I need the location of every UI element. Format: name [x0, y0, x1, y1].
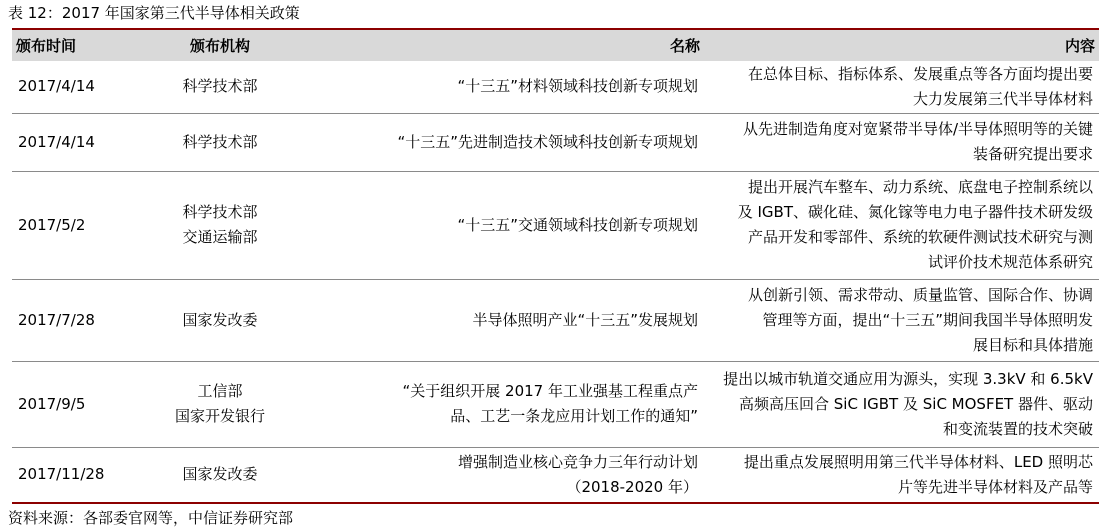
cell-name: [312, 113, 704, 171]
name-line: 半导体照明产业“十三五”发展规划: [472, 310, 698, 329]
header-date: 颁布时间: [12, 29, 128, 61]
table-row: [12, 113, 1099, 171]
cell-desc: [704, 61, 1099, 113]
cell-name: [312, 171, 704, 279]
name-line: “十三五”材料领域科技创新专项规划: [457, 77, 698, 96]
desc-line: 试评价技术规范体系研究: [927, 253, 1093, 271]
org-line: 国家开发银行: [174, 407, 265, 425]
desc-line: 和变流装置的技术突破: [942, 419, 1093, 438]
cell-name: [312, 361, 704, 447]
table-caption: 表 12：2017 年国家第三代半导体相关政策: [8, 4, 300, 22]
desc-line: 提出重点发展照明用第三代半导体材料、LED 照明芯: [743, 452, 1093, 471]
cell-org: [128, 61, 312, 113]
cell-date: 2017/9/5: [12, 361, 128, 447]
cell-org: [128, 113, 312, 171]
cell-name: [312, 61, 704, 113]
desc-line: 提出以城市轨道交通应用为源头，实现 3.3kV 和 6.5kV: [723, 369, 1093, 388]
org-line: 工信部: [197, 382, 243, 400]
desc-line: 大力发展第三代半导体材料: [912, 89, 1093, 108]
source-note: 资料来源：各部委官网等，中信证券研究部: [8, 509, 294, 527]
org-line: 科学技术部: [182, 77, 258, 96]
desc-line: 及 IGBT、碳化硅、氮化镓等电力电子器件技术研发级: [737, 203, 1093, 221]
cell-desc: [704, 447, 1099, 503]
cell-org: [128, 361, 312, 447]
cell-date: 2017/7/28: [12, 279, 128, 361]
org-line: 国家发改委: [182, 310, 258, 329]
cell-org: [128, 447, 312, 503]
desc-line: 装备研究提出要求: [972, 145, 1093, 163]
cell-date: 2017/5/2: [12, 171, 128, 279]
name-line: “关于组织开展 2017 年工业强基工程重点产: [402, 382, 698, 400]
cell-desc: [704, 361, 1099, 447]
desc-line: 管理等方面，提出“十三五”期间我国半导体照明发: [762, 310, 1093, 329]
cell-desc: [704, 171, 1099, 279]
cell-name: [312, 279, 704, 361]
name-line: （2018-2020 年）: [566, 477, 698, 496]
cell-date: 2017/11/28: [12, 447, 128, 503]
name-line: “十三五”先进制造技术领域科技创新专项规划: [397, 132, 698, 151]
desc-line: 展目标和具体措施: [972, 335, 1093, 354]
org-line: 科学技术部: [182, 203, 258, 221]
cell-desc: [704, 113, 1099, 171]
desc-line: 在总体目标、指标体系、发展重点等各方面均提出要: [747, 64, 1093, 83]
desc-line: 从先进制造角度对宽紧带半导体/半导体照明等的关键: [742, 120, 1093, 138]
cell-date: 2017/4/14: [12, 113, 128, 171]
desc-line: 从创新引领、需求带动、质量监管、国际合作、协调: [747, 285, 1093, 304]
table-row: [12, 447, 1099, 503]
org-line: 科学技术部: [182, 132, 258, 151]
header-org: 颁布机构: [128, 29, 312, 61]
table-row: [12, 61, 1099, 113]
desc-line: 产品开发和零部件、系统的软硬件测试技术研究与测: [747, 228, 1093, 246]
desc-line: 提出开展汽车整车、动力系统、底盘电子控制系统以: [747, 178, 1093, 196]
policy-table: [12, 28, 1099, 504]
name-line: 品、工艺一条龙应用计划工作的通知”: [450, 407, 698, 425]
table-row: [12, 279, 1099, 361]
header-desc: 内容: [704, 29, 1099, 61]
cell-name: [312, 447, 704, 503]
desc-line: 片等先进半导体材料及产品等: [897, 477, 1093, 496]
org-line: 国家发改委: [182, 465, 258, 484]
cell-desc: [704, 279, 1099, 361]
cell-org: [128, 279, 312, 361]
table-row: [12, 171, 1099, 279]
name-line: “十三五”交通领域科技创新专项规划: [457, 215, 698, 234]
header-name: 名称: [312, 29, 704, 61]
table-row: [12, 361, 1099, 447]
name-line: 增强制造业核心竞争力三年行动计划: [457, 452, 698, 471]
desc-line: 高频高压回合 SiC IGBT 及 SiC MOSFET 器件、驱动: [739, 394, 1093, 413]
table-header-row: [12, 29, 1099, 61]
cell-org: [128, 171, 312, 279]
cell-date: 2017/4/14: [12, 61, 128, 113]
org-line: 交通运输部: [182, 228, 258, 246]
